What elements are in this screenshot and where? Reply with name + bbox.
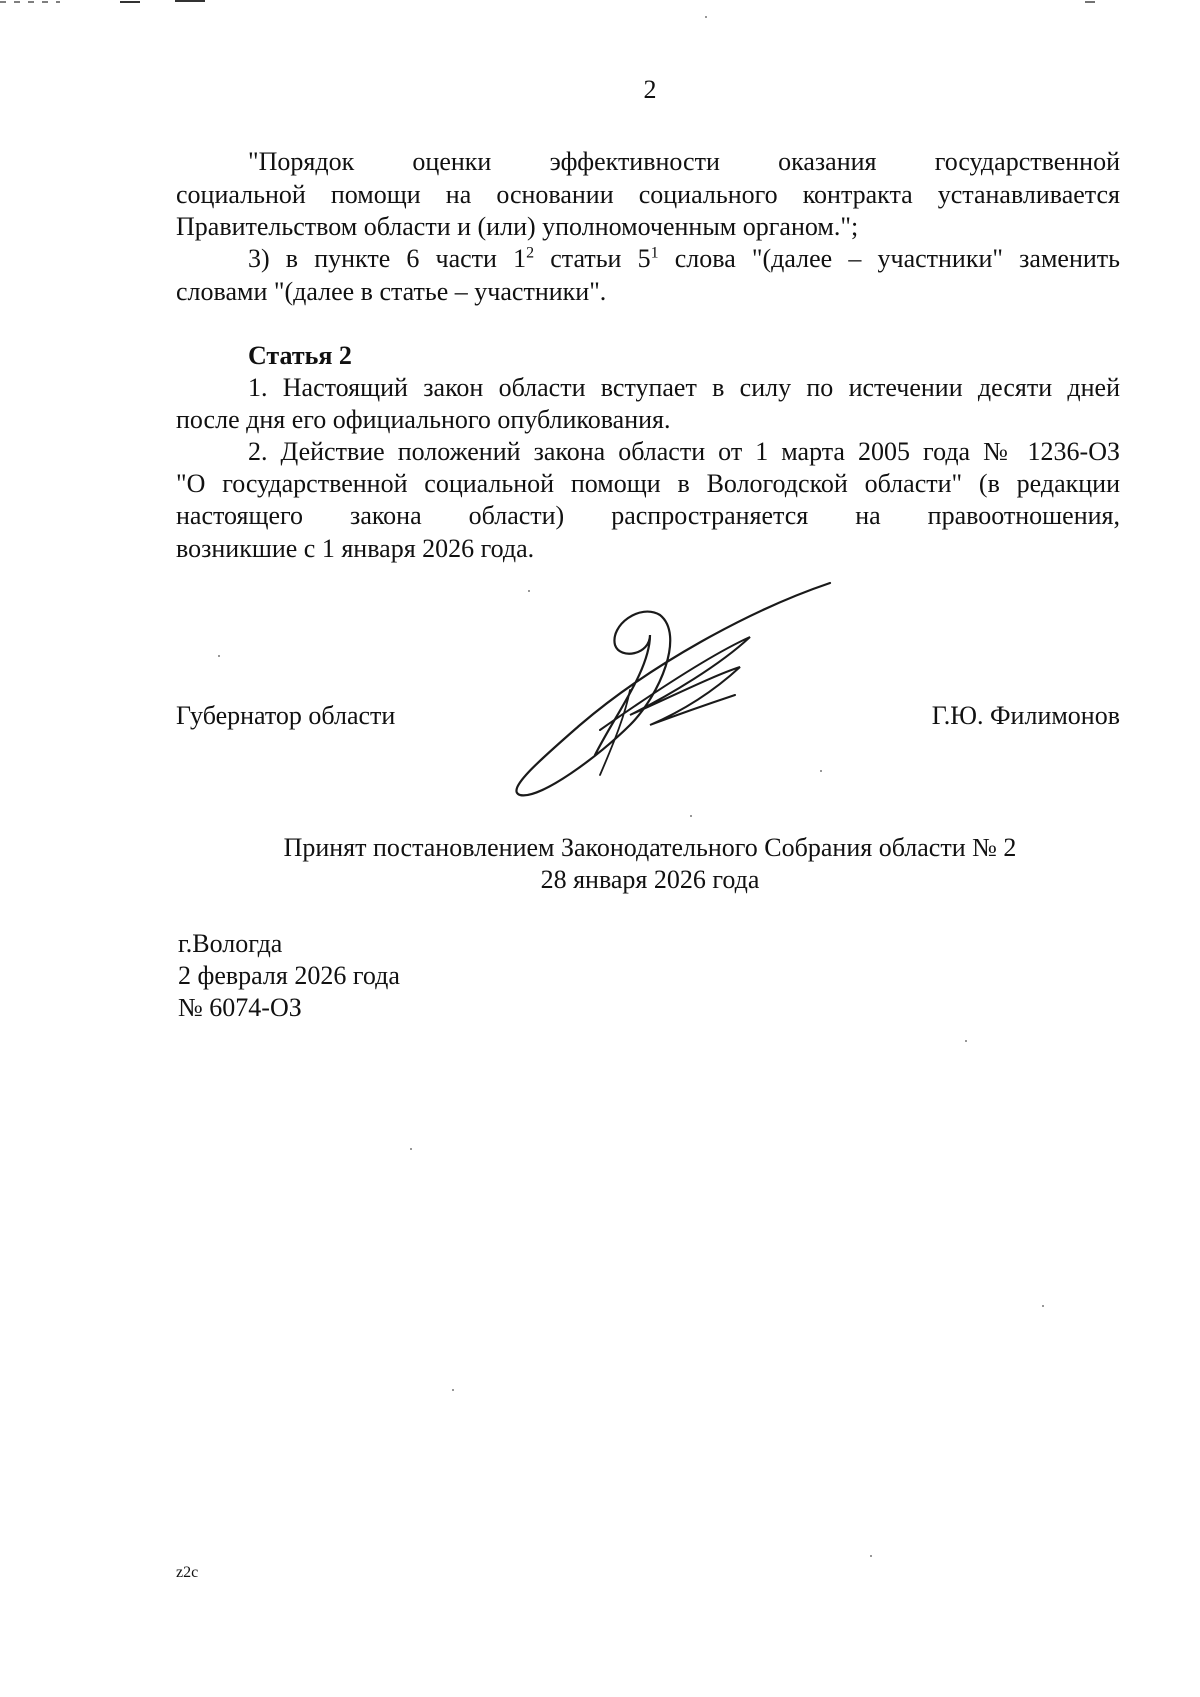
adoption-line-2: 28 января 2026 года [540,865,760,894]
scan-speck [705,16,707,18]
scan-speck [870,1555,872,1557]
scan-speck [452,1389,454,1391]
handwritten-signature [500,575,860,805]
signatory-name: Г.Ю. Филимонов [931,701,1120,730]
item-3-part-1: 3) в пункте 6 части 1 [248,244,527,273]
scan-speck [690,815,692,817]
scan-speck [1042,1305,1044,1307]
article-2-p2-line-4: возникшие с 1 января 2026 года. [176,534,535,563]
article-2-p2-line-3: настоящего закона области) распространяется на правоотношения, [176,501,1120,530]
city: г.Вологда [178,929,283,958]
scan-speck [528,590,530,592]
article-2-p1-line-2: после дня его официального опубликования. [176,405,671,434]
law-number: № 6074-ОЗ [178,993,302,1022]
continuation-line-3: Правительством области и (или) уполномоченным органом."; [176,212,859,241]
signing-date: 2 февраля 2026 года [178,961,400,990]
page-number: 2 [643,75,657,104]
item-3-part-3: слова "(далее – участники" заменить [658,244,1120,273]
item-3-superscript-2: 1 [650,244,659,262]
article-2-p1-line-1: 1. Настоящий закон области вступает в силу по истечении десяти дней [248,373,1120,402]
scan-speck [218,655,220,657]
article-2-heading: Статья 2 [248,341,352,370]
item-3-line-1 [176,243,1120,275]
continuation-line-1: "Порядок оценки эффективности оказания государственной [248,147,1120,176]
item-3-superscript-1: 2 [526,244,535,262]
item-3-part-2: статьи 5 [534,244,651,273]
scan-edge-marks [0,0,1200,6]
scan-speck [410,1148,412,1150]
item-3-line-2: словами "(далее в статье – участники". [176,277,607,306]
adoption-line-1: Принят постановлением Законодательного Собрания области № 2 [283,833,1017,862]
article-2-p2-line-2: "О государственной социальной помощи в Вологодской области" (в редакции [176,469,1120,498]
continuation-line-2: социальной помощи на основании социального контракта устанавливается [176,180,1120,209]
scan-speck [965,1040,967,1042]
signatory-title: Губернатор области [176,701,396,730]
scan-speck [820,770,822,772]
article-2-p2-line-1: 2. Действие положений закона области от 1 марта 2005 года № 1236-ОЗ [248,437,1120,466]
footer-code: z2c [176,1564,199,1581]
